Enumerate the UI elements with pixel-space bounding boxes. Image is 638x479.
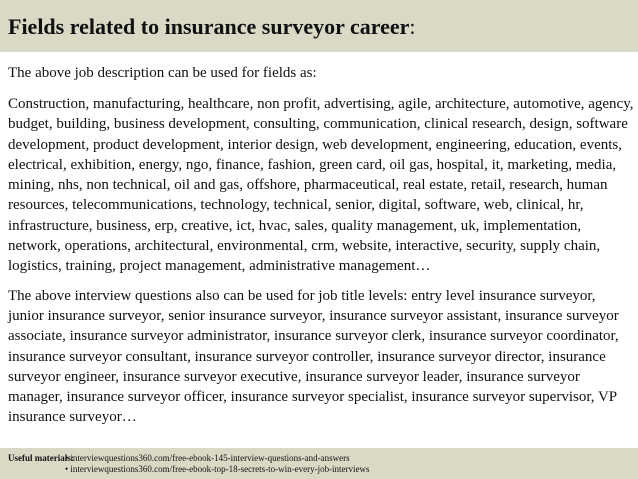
useful-materials-links	[65, 453, 370, 475]
slide-title-colon: :	[409, 14, 416, 39]
intro-text: The above job description can be used for fields as:	[8, 65, 317, 81]
title-bar	[0, 0, 638, 52]
useful-materials-label: Useful materials:	[8, 453, 74, 463]
slide-content	[8, 64, 634, 437]
ebook-18-secrets-link[interactable]: • interviewquestions360.com/free-ebook-top-18-secrets-to-win-every-job-interviews	[65, 464, 370, 474]
slide-title	[8, 14, 416, 40]
fields-paragraph: Construction, manufacturing, healthcare, non profit, advertising, agile, architecture, automotive, agency, budget, building, business development, consulting, communication, clinical research, design, software development, product development, interior design, web development, engineering, education, events, electrical, exhibition, energy, ngo, finance, fashion, green card, oil gas, hospital, it, marketing, media, mining, nhs, non technical, oil and gas, offshore, pharmaceutical, real estate, retail, research, human resources, telecommunications, technology, technical, senior, digital, software, web, clinical, hr, infrastructure, business, erp, creative, ict, hvac, sales, quality management, uk, implementation, network, operations, architectural, environmental, crm, website, interactive, security, supply chain, logistics, training, project management, administrative management…	[8, 96, 634, 275]
slide-title-text: Fields related to insurance surveyor career	[8, 14, 410, 39]
ebook-145-questions-link[interactable]: • interviewquestions360.com/free-ebook-145-interview-questions-and-answers	[65, 453, 350, 463]
footer-bar	[0, 448, 638, 479]
useful-materials	[8, 453, 370, 474]
job-levels-paragraph: The above interview questions also can be used for job title levels: entry level insurance surveyor, junior insurance surveyor, senior insurance surveyor, insurance surveyor assistant, insurance surveyor associate, insurance surveyor administrator, insurance surveyor clerk, insurance surveyor coordinator, insurance surveyor consultant, insurance surveyor controller, insurance surveyor director, insurance surveyor engineer, insurance surveyor executive, insurance surveyor leader, insurance surveyor manager, insurance surveyor officer, insurance surveyor specialist, insurance surveyor supervisor, VP insurance surveyor…	[8, 287, 619, 426]
